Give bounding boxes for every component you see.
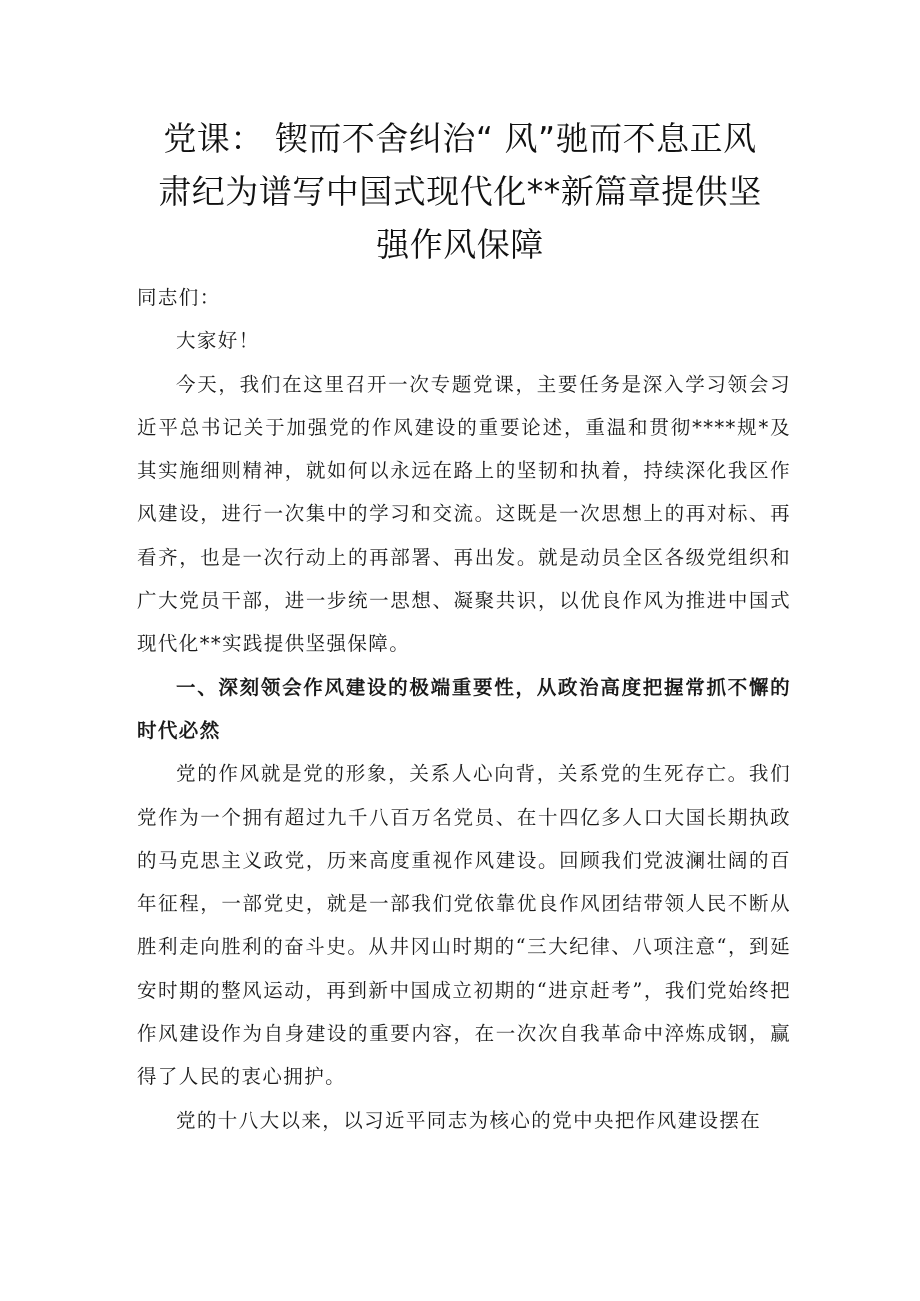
document-title xyxy=(120,112,800,271)
title-line-2: 肃纪为谱写中国式现代化**新篇章提供坚 xyxy=(158,172,762,211)
body-paragraph: 党的作风就是党的形象，关系人心向背，关系党的生死存亡。我们党作为一个拥有超过九千八百万名党员、在十四亿多人口大国长期执政的马克思主义政党，历来高度重视作风建设。回顾我们党波澜壮阔的百年征程，一部党史，就是一部我们党依靠优良作风团结带领人民不断从胜利走向胜利的奋斗史。从井冈山时期的“三大纪律、八项注意“，到延安时期的整风运动，再到新中国成立初期的“进京赶考”，我们党始终把作风建设作为自身建设的重要内容，在一次次自我革命中淬炼成钢，赢得了人民的衷心拥护。 xyxy=(137,762,791,1089)
section-heading-1: 一、深刻领会作风建设的极端重要性，从政治高度把握常抓不懈的时代必然 xyxy=(137,675,791,742)
title-line-1: 党课： 锲而不舍纠治“ 风”驰而不息正风 xyxy=(163,119,757,158)
title-line-3: 强作风保障 xyxy=(376,225,544,264)
greeting: 大家好！ xyxy=(176,329,260,353)
document-body xyxy=(137,276,791,1142)
salutation: 同志们： xyxy=(137,286,221,309)
intro-paragraph: 今天，我们在这里召开一次专题党课，主要任务是深入学习领会习近平总书记关于加强党的作风建设的重要论述，重温和贯彻****规*及其实施细则精神，就如何以永远在路上的坚韧和执着，持续深化我区作风建设，进行一次集中的学习和交流。这既是一次思想上的再对标、再看齐，也是一次行动上的再部署、再出发。就是动员全区各级党组织和广大党员干部，进一步统一思想、凝聚共识，以优良作风为推进中国式现代化**实践提供坚强保障。 xyxy=(137,372,791,656)
body-paragraph: 党的十八大以来，以习近平同志为核心的党中央把作风建设摆在 xyxy=(176,1108,762,1132)
